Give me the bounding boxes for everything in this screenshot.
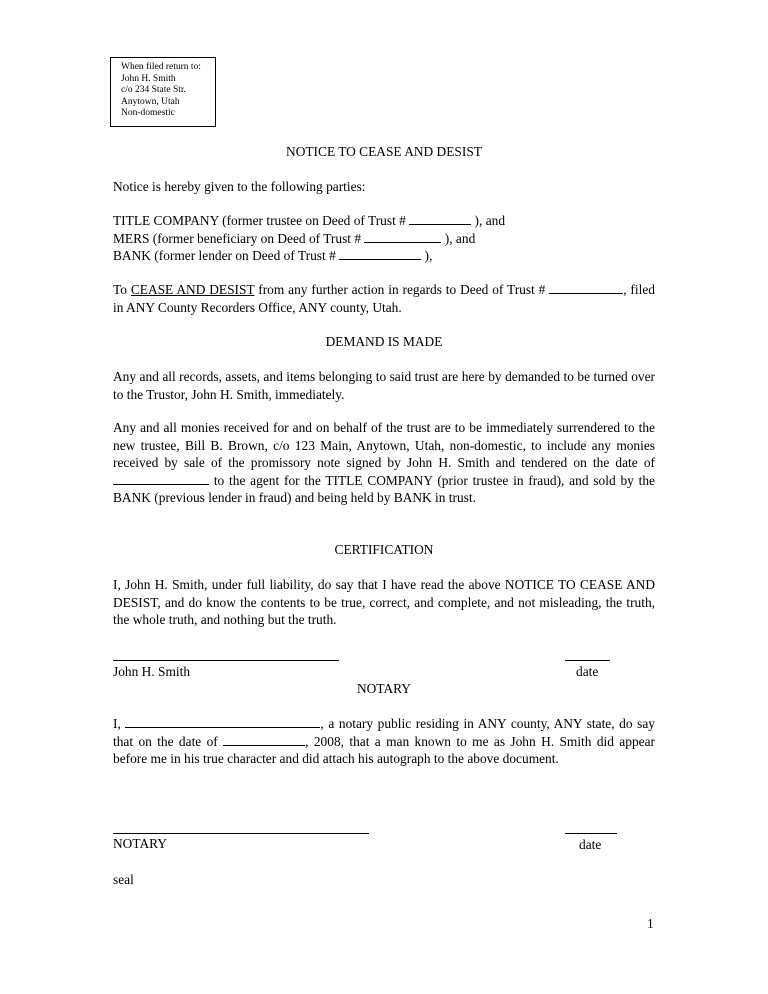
cease-rest-2: , filed in ANY County Recorders Office, ANY county, Utah.: [113, 282, 655, 315]
notary-date-label: date: [579, 837, 602, 852]
document-title: NOTICE TO CEASE AND DESIST: [286, 144, 482, 159]
party-mers: [113, 230, 475, 248]
notary-date-blank[interactable]: [223, 733, 305, 746]
party-bank: [113, 247, 432, 265]
notary-text-c: , 2008, that a man known to me as John H. Smith did appear before me in his true character and did attach his autograph to the above document.: [113, 733, 655, 766]
intro-text: Notice is hereby given to the following parties:: [113, 179, 366, 194]
page-number: 1: [647, 916, 654, 931]
demand-p2-rest: to the agent for the TITLE COMPANY (prior trustee in fraud), and sold by the BANK (previous lender in fraud) and being held by BANK in trust.: [113, 472, 655, 505]
return-line-4: Anytown, Utah: [121, 96, 180, 107]
cease-phrase: CEASE AND DESIST: [130, 282, 255, 297]
notary-text-a: I,: [113, 716, 121, 731]
party-3-suffix: ),: [424, 248, 433, 263]
trust-number-blank-2[interactable]: [364, 230, 441, 243]
demand-p2-text: Any and all monies received for and on behalf of the trust are to be immediately surrendered to the new trustee, Bill B. Brown, c/o 123 Main, Anytown, Utah, non-domestic, to include any monies received by sale of the promissory note signed by John H. Smith and tendered on the date of: [113, 420, 655, 470]
notary-name-blank[interactable]: [125, 715, 320, 728]
party-1-text: TITLE COMPANY (former trustee on Deed of Trust #: [113, 213, 406, 228]
date-blank[interactable]: [113, 472, 209, 485]
cease-to: To: [113, 282, 127, 297]
trust-number-blank-4[interactable]: [549, 281, 623, 294]
return-line-5: Non-domestic: [121, 108, 175, 118]
seal-label: seal: [113, 872, 134, 887]
date-line-notary[interactable]: [565, 833, 617, 834]
demand-paragraph-1: Any and all records, assets, and items belonging to said trust are here by demanded to be turned over to the Trustor, John H. Smith, immediately.: [113, 369, 655, 402]
signer-date-label: date: [576, 664, 599, 679]
cease-rest: from any further action in regards to Deed of Trust #: [258, 282, 546, 297]
notary-text-b: , a notary public residing in ANY county, ANY state, do say that on the date of: [113, 716, 655, 749]
demand-paragraph-2: [113, 419, 655, 507]
notary-heading: NOTARY: [357, 681, 411, 696]
signature-line-smith[interactable]: [113, 660, 339, 661]
party-1-suffix: ), and: [474, 213, 506, 228]
trust-number-blank-3[interactable]: [339, 247, 421, 260]
certification-heading: CERTIFICATION: [334, 542, 434, 557]
party-title-company: [113, 212, 505, 230]
party-2-text: MERS (former beneficiary on Deed of Trust #: [113, 231, 362, 246]
party-3-text: BANK (former lender on Deed of Trust #: [113, 248, 336, 263]
party-2-suffix: ), and: [444, 231, 476, 246]
signature-line-notary[interactable]: [113, 833, 369, 834]
notary-label: NOTARY: [113, 836, 167, 851]
cease-paragraph: [113, 281, 655, 316]
date-line-smith[interactable]: [565, 660, 610, 661]
return-address-box: [110, 57, 216, 127]
notary-paragraph: [113, 715, 655, 768]
return-line-3: c/o 234 State Str.: [121, 85, 186, 95]
demand-heading: DEMAND IS MADE: [325, 334, 443, 349]
return-line-2: John H. Smith: [121, 73, 176, 84]
signer-name: John H. Smith: [113, 664, 191, 679]
trust-number-blank-1[interactable]: [409, 212, 471, 225]
return-line-1: When filed return to:: [121, 62, 201, 72]
certification-text: I, John H. Smith, under full liability, do say that I have read the above NOTICE TO CEASE AND DESIST, and do know the contents to be true, correct, and complete, and not misleading, the truth, the whole truth, and nothing but the truth.: [113, 577, 655, 627]
